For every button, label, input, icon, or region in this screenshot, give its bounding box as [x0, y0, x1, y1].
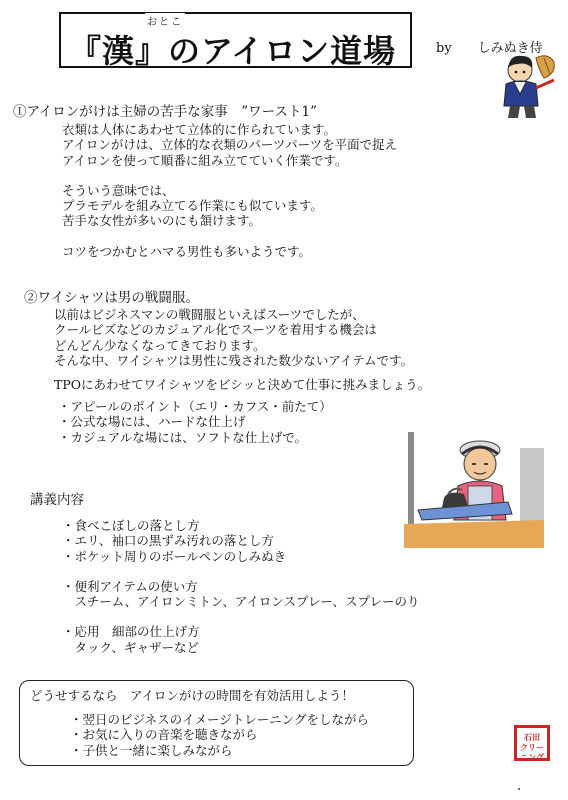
- list-item: ・ポケット周りのボールペンのしみぬき: [62, 548, 287, 564]
- tpo-line: TPOにあわせてワイシャツをビシッと決めて仕事に挑みましょう。: [54, 377, 431, 392]
- list-item: ・アピールのポイント（エリ・カフス・前たて）: [58, 399, 332, 414]
- tips-list: [70, 712, 369, 758]
- section2-body: [54, 307, 413, 368]
- title-ruby: おとこ: [145, 13, 185, 28]
- byline: by しみぬき侍: [436, 41, 543, 56]
- list-item: ・食べこぼしの落とし方: [62, 518, 200, 533]
- section1-line: そういう意味では、: [62, 182, 175, 198]
- section2-line: クールビズなどのカジュアル化でスーツを着用する機会は: [54, 322, 377, 338]
- lecture-list: [62, 518, 420, 655]
- section1-line: プラモデルを組み立てる作業にも似ています。: [62, 198, 323, 214]
- page-title: 『漢』のアイロン道場: [69, 32, 397, 70]
- list-item: ・お気に入りの音楽を聴きながら: [70, 727, 258, 743]
- section1-body: [62, 122, 397, 259]
- ironing-illustration: [404, 428, 544, 548]
- title-box: [59, 12, 412, 68]
- section2-heading: ②ワイシャツは男の戦闘服。: [24, 290, 199, 306]
- page-dot: [518, 788, 520, 790]
- section2-line: そんな中、ワイシャツは男性に残された数少ないアイテムです。: [54, 352, 414, 368]
- section1-line: アイロンを使って順番に組み立てていく作業です。: [62, 152, 348, 168]
- lecture-heading: 講義内容: [30, 492, 84, 508]
- list-item: タック、ギャザーなど: [62, 639, 200, 655]
- seal-logo: 石田 クリー ニング: [514, 725, 550, 761]
- tips-heading: どうせするなら アイロンがけの時間を有効活用しよう！: [30, 688, 354, 703]
- list-item: ・子供と一緒に楽しみながら: [70, 742, 233, 758]
- list-item: ・公式な場には、ハードな仕上げ: [58, 414, 246, 430]
- section1-line: コツをつかむとハマる男性も多いようです。: [62, 243, 312, 259]
- list-item: スチーム、アイロンミトン、アイロンスプレー、スプレーのり: [62, 594, 420, 610]
- section1-line: 苦手な女性が多いのにも頷けます。: [62, 213, 262, 229]
- list-item: ・応用 細部の仕上げ方: [62, 624, 200, 640]
- section2-line: 以前はビジネスマンの戦闘服といえばスーツでしたが、: [54, 307, 365, 322]
- section2-bullets: [58, 399, 332, 445]
- list-item: ・カジュアルな場には、ソフトな仕上げで。: [58, 429, 308, 445]
- section2-line: どんどん少なくなってきております。: [54, 337, 266, 353]
- section1-heading: ①アイロンがけは主婦の苦手な家事 ”ワースト1”: [13, 104, 318, 120]
- list-item: ・翌日のビジネスのイメージトレーニングをしながら: [70, 712, 370, 727]
- samurai-illustration: [496, 48, 560, 120]
- list-item: ・便利アイテムの使い方: [62, 578, 198, 594]
- section1-line: 衣類は人体にあわせて立体的に作られています。: [62, 122, 337, 137]
- list-item: ・エリ、袖口の黒ずみ汚れの落とし方: [62, 533, 274, 549]
- section1-line: アイロンがけは、立体的な衣類のパーツパーツを平面で捉え: [62, 137, 398, 153]
